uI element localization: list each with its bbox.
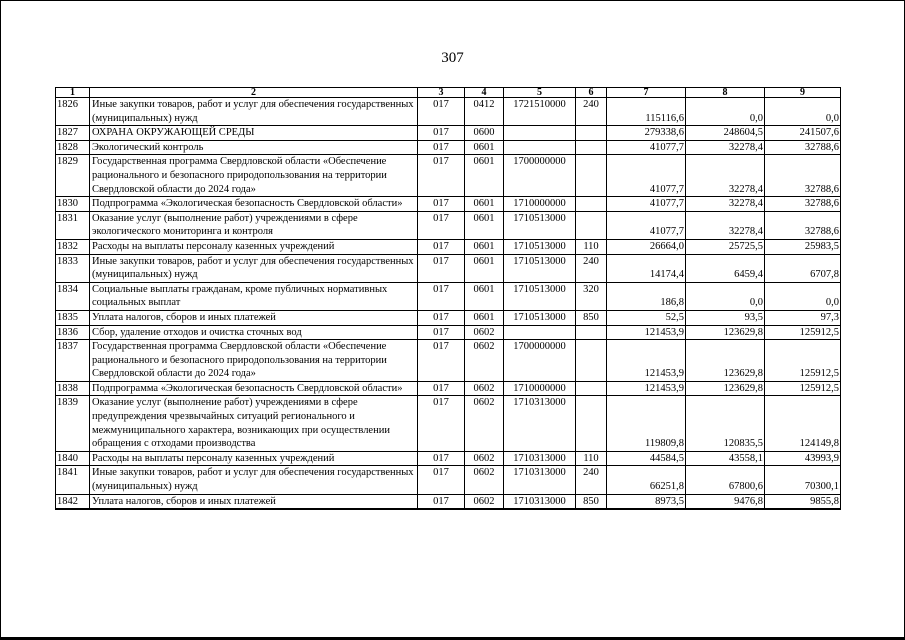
code-target-item: 1710513000	[504, 282, 576, 310]
code-section: 0601	[465, 239, 504, 254]
code-target-item: 1700000000	[504, 155, 576, 197]
code-target-item: 1700000000	[504, 340, 576, 382]
code-target-item: 1710513000	[504, 310, 576, 325]
amount-col-8: 32278,4	[686, 140, 765, 155]
amount-col-9: 32788,6	[765, 155, 841, 197]
row-name: Государственная программа Свердловской области «Обеспечение рационального и безопасного природопользования на территории Свердловской области до 2024 года»	[90, 340, 418, 382]
code-expense-type: 850	[576, 310, 607, 325]
amount-col-7: 14174,4	[607, 254, 686, 282]
row-name: Расходы на выплаты персоналу казенных учреждений	[90, 451, 418, 466]
code-expense-type	[576, 126, 607, 141]
row-number: 1835	[56, 310, 90, 325]
column-header: 4	[465, 88, 504, 98]
code-target-item	[504, 126, 576, 141]
code-section: 0601	[465, 140, 504, 155]
amount-col-9: 0,0	[765, 98, 841, 126]
row-name: Экологический контроль	[90, 140, 418, 155]
code-expense-type	[576, 140, 607, 155]
row-number: 1826	[56, 98, 90, 126]
code-expense-type	[576, 211, 607, 239]
amount-col-7: 121453,9	[607, 381, 686, 396]
row-number: 1836	[56, 325, 90, 340]
code-expense-type	[576, 155, 607, 197]
code-expense-type	[576, 325, 607, 340]
row-name: Иные закупки товаров, работ и услуг для обеспечения государственных (муниципальных) нужд	[90, 98, 418, 126]
code-section: 0602	[465, 494, 504, 509]
header-row	[56, 88, 841, 98]
code-section: 0602	[465, 396, 504, 451]
amount-col-9: 241507,6	[765, 126, 841, 141]
table-row	[56, 396, 841, 451]
budget-table	[55, 87, 841, 510]
amount-col-9: 25983,5	[765, 239, 841, 254]
amount-col-8: 123629,8	[686, 325, 765, 340]
row-number: 1842	[56, 494, 90, 509]
row-name: Иные закупки товаров, работ и услуг для обеспечения государственных (муниципальных) нужд	[90, 466, 418, 494]
code-target-item: 1710513000	[504, 239, 576, 254]
row-number: 1839	[56, 396, 90, 451]
code-target-item: 1710313000	[504, 451, 576, 466]
amount-col-7: 115116,6	[607, 98, 686, 126]
code-target-item: 1721510000	[504, 98, 576, 126]
amount-col-8: 248604,5	[686, 126, 765, 141]
row-number: 1833	[56, 254, 90, 282]
column-header: 8	[686, 88, 765, 98]
row-number: 1829	[56, 155, 90, 197]
column-header: 3	[418, 88, 465, 98]
column-header: 2	[90, 88, 418, 98]
amount-col-7: 41077,7	[607, 155, 686, 197]
code-expense-type: 850	[576, 494, 607, 509]
code-expense-type: 240	[576, 98, 607, 126]
code-expense-type	[576, 340, 607, 382]
table-row	[56, 98, 841, 126]
amount-col-8: 67800,6	[686, 466, 765, 494]
code-expense-type: 240	[576, 466, 607, 494]
amount-col-9: 6707,8	[765, 254, 841, 282]
amount-col-7: 121453,9	[607, 325, 686, 340]
amount-col-9: 0,0	[765, 282, 841, 310]
code-section: 0601	[465, 310, 504, 325]
column-header: 6	[576, 88, 607, 98]
code-ministry: 017	[418, 140, 465, 155]
code-ministry: 017	[418, 126, 465, 141]
row-number: 1841	[56, 466, 90, 494]
code-section: 0602	[465, 466, 504, 494]
code-ministry: 017	[418, 254, 465, 282]
amount-col-7: 44584,5	[607, 451, 686, 466]
amount-col-9: 125912,5	[765, 325, 841, 340]
amount-col-8: 120835,5	[686, 396, 765, 451]
code-target-item	[504, 325, 576, 340]
amount-col-8: 32278,4	[686, 155, 765, 197]
table-row	[56, 381, 841, 396]
code-target-item: 1710313000	[504, 494, 576, 509]
code-expense-type: 110	[576, 451, 607, 466]
amount-col-8: 43558,1	[686, 451, 765, 466]
table-row	[56, 239, 841, 254]
code-expense-type: 110	[576, 239, 607, 254]
row-number: 1840	[56, 451, 90, 466]
code-expense-type	[576, 396, 607, 451]
table-row	[56, 310, 841, 325]
code-expense-type: 240	[576, 254, 607, 282]
amount-col-8: 0,0	[686, 98, 765, 126]
amount-col-7: 119809,8	[607, 396, 686, 451]
table-row	[56, 325, 841, 340]
amount-col-8: 25725,5	[686, 239, 765, 254]
row-number: 1832	[56, 239, 90, 254]
amount-col-9: 97,3	[765, 310, 841, 325]
code-section: 0602	[465, 340, 504, 382]
row-number: 1827	[56, 126, 90, 141]
row-name: Подпрограмма «Экологическая безопасность Свердловской области»	[90, 197, 418, 212]
row-name: Оказание услуг (выполнение работ) учреждениями в сфере предупреждения чрезвычайных ситуаций регионального и межмуниципального характера, возникающих при осуществлении обращения с отходами производства	[90, 396, 418, 451]
row-number: 1830	[56, 197, 90, 212]
amount-col-8: 32278,4	[686, 197, 765, 212]
amount-col-8: 6459,4	[686, 254, 765, 282]
row-name: Подпрограмма «Экологическая безопасность Свердловской области»	[90, 381, 418, 396]
table-row	[56, 340, 841, 382]
row-number: 1838	[56, 381, 90, 396]
code-ministry: 017	[418, 310, 465, 325]
code-section: 0602	[465, 325, 504, 340]
amount-col-9: 32788,6	[765, 211, 841, 239]
amount-col-7: 66251,8	[607, 466, 686, 494]
column-header: 1	[56, 88, 90, 98]
table-row	[56, 155, 841, 197]
amount-col-7: 26664,0	[607, 239, 686, 254]
code-ministry: 017	[418, 239, 465, 254]
row-number: 1828	[56, 140, 90, 155]
amount-col-9: 32788,6	[765, 140, 841, 155]
row-name: Уплата налогов, сборов и иных платежей	[90, 494, 418, 509]
code-ministry: 017	[418, 98, 465, 126]
code-target-item	[504, 140, 576, 155]
code-ministry: 017	[418, 325, 465, 340]
code-section: 0601	[465, 155, 504, 197]
code-target-item: 1710000000	[504, 381, 576, 396]
code-ministry: 017	[418, 197, 465, 212]
table-row	[56, 451, 841, 466]
amount-col-7: 52,5	[607, 310, 686, 325]
row-name: Иные закупки товаров, работ и услуг для обеспечения государственных (муниципальных) нужд	[90, 254, 418, 282]
amount-col-9: 125912,5	[765, 340, 841, 382]
row-name: Оказание услуг (выполнение работ) учреждениями в сфере экологического мониторинга и контроля	[90, 211, 418, 239]
table-row	[56, 494, 841, 509]
amount-col-9: 43993,9	[765, 451, 841, 466]
amount-col-7: 41077,7	[607, 197, 686, 212]
code-expense-type: 320	[576, 282, 607, 310]
table-row	[56, 140, 841, 155]
row-number: 1837	[56, 340, 90, 382]
amount-col-9: 125912,5	[765, 381, 841, 396]
amount-col-7: 41077,7	[607, 140, 686, 155]
amount-col-9: 32788,6	[765, 197, 841, 212]
row-name: ОХРАНА ОКРУЖАЮЩЕЙ СРЕДЫ	[90, 126, 418, 141]
amount-col-9: 9855,8	[765, 494, 841, 509]
code-section: 0601	[465, 197, 504, 212]
amount-col-7: 186,8	[607, 282, 686, 310]
amount-col-9: 124149,8	[765, 396, 841, 451]
row-number: 1834	[56, 282, 90, 310]
table-row	[56, 197, 841, 212]
code-section: 0600	[465, 126, 504, 141]
column-header: 7	[607, 88, 686, 98]
row-name: Уплата налогов, сборов и иных платежей	[90, 310, 418, 325]
code-section: 0602	[465, 381, 504, 396]
code-expense-type	[576, 381, 607, 396]
amount-col-8: 0,0	[686, 282, 765, 310]
code-section: 0602	[465, 451, 504, 466]
row-name: Государственная программа Свердловской области «Обеспечение рационального и безопасного природопользования на территории Свердловской области до 2024 года»	[90, 155, 418, 197]
amount-col-7: 8973,5	[607, 494, 686, 509]
code-ministry: 017	[418, 211, 465, 239]
code-ministry: 017	[418, 466, 465, 494]
code-ministry: 017	[418, 494, 465, 509]
code-target-item: 1710313000	[504, 466, 576, 494]
code-section: 0412	[465, 98, 504, 126]
code-section: 0601	[465, 254, 504, 282]
code-ministry: 017	[418, 340, 465, 382]
code-target-item: 1710513000	[504, 211, 576, 239]
table-row	[56, 466, 841, 494]
table-row	[56, 254, 841, 282]
amount-col-7: 41077,7	[607, 211, 686, 239]
row-name: Расходы на выплаты персоналу казенных учреждений	[90, 239, 418, 254]
code-target-item: 1710313000	[504, 396, 576, 451]
code-ministry: 017	[418, 451, 465, 466]
amount-col-9: 70300,1	[765, 466, 841, 494]
code-expense-type	[576, 197, 607, 212]
amount-col-7: 279338,6	[607, 126, 686, 141]
amount-col-7: 121453,9	[607, 340, 686, 382]
code-target-item: 1710513000	[504, 254, 576, 282]
column-header: 9	[765, 88, 841, 98]
amount-col-8: 93,5	[686, 310, 765, 325]
page-number: 307	[441, 50, 464, 66]
code-target-item: 1710000000	[504, 197, 576, 212]
code-ministry: 017	[418, 282, 465, 310]
amount-col-8: 32278,4	[686, 211, 765, 239]
row-number: 1831	[56, 211, 90, 239]
table-row	[56, 282, 841, 310]
column-header: 5	[504, 88, 576, 98]
code-ministry: 017	[418, 381, 465, 396]
amount-col-8: 9476,8	[686, 494, 765, 509]
row-name: Сбор, удаление отходов и очистка сточных вод	[90, 325, 418, 340]
row-name: Социальные выплаты гражданам, кроме публичных нормативных социальных выплат	[90, 282, 418, 310]
code-section: 0601	[465, 211, 504, 239]
table-row	[56, 211, 841, 239]
code-ministry: 017	[418, 396, 465, 451]
amount-col-8: 123629,8	[686, 381, 765, 396]
table-row	[56, 126, 841, 141]
amount-col-8: 123629,8	[686, 340, 765, 382]
code-ministry: 017	[418, 155, 465, 197]
code-section: 0601	[465, 282, 504, 310]
